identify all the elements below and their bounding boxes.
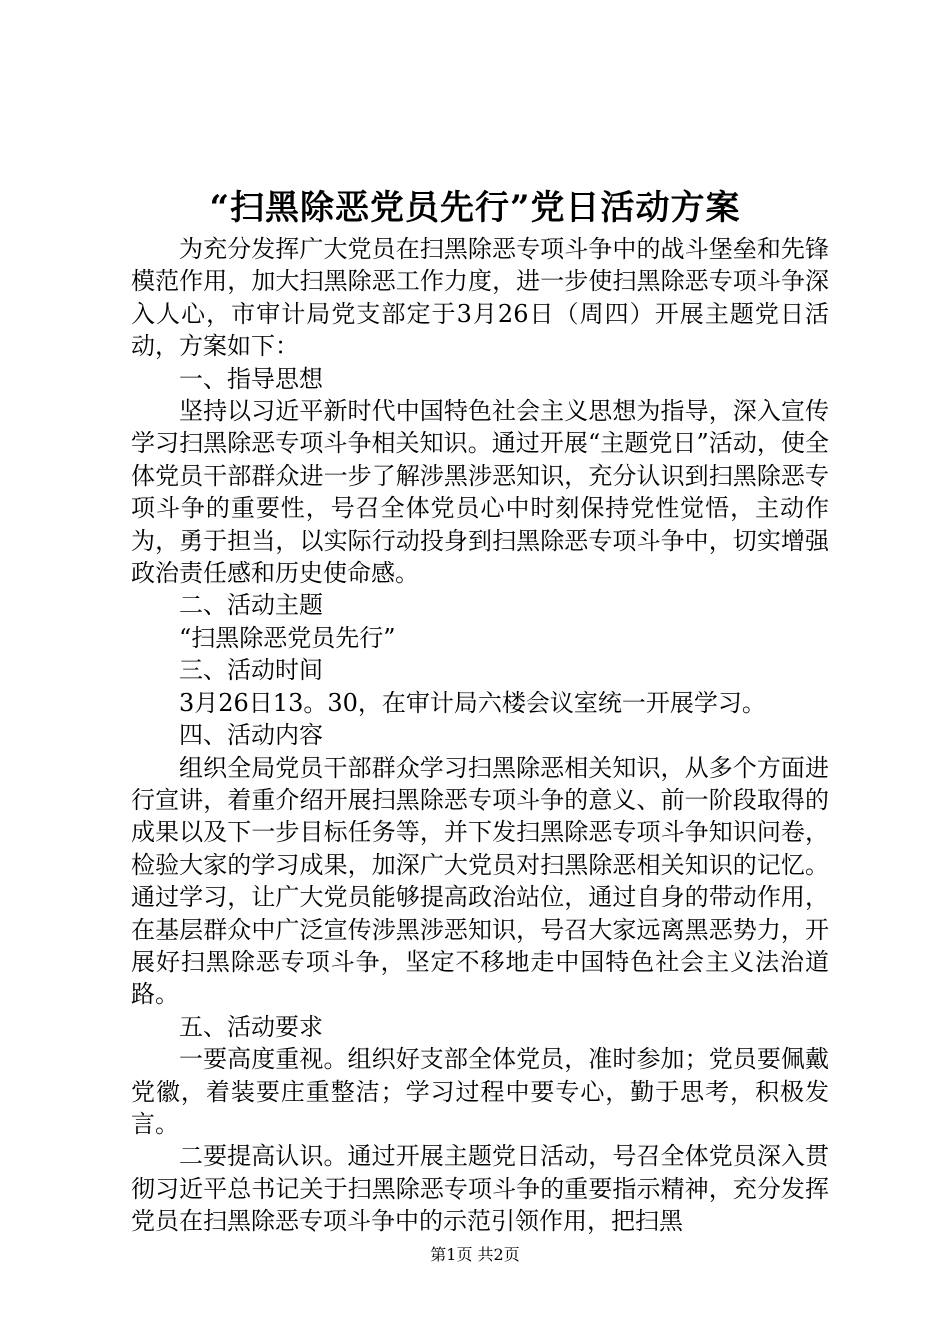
body-paragraph: 3月26日13。30，在审计局六楼会议室统一开展学习。 [179, 688, 766, 717]
section-heading: 二、活动主题 [179, 591, 323, 620]
section-heading: 四、活动内容 [179, 721, 323, 750]
body-paragraph: “扫黑除恶党员先行” [179, 623, 396, 652]
intro-paragraph: 为充分发挥广大党员在扫黑除恶专项斗争中的战斗堡垒和先锋模范作用，加大扫黑除恶工作力度，进一步使扫黑除恶专项斗争深入人心，市审计局党支部定于3月26日（周四）开展主题党日活动，方案如下： [131, 235, 829, 361]
body-paragraph: 组织全局党员干部群众学习扫黑除恶相关知识，从多个方面进行宣讲，着重介绍开展扫黑除恶专项斗争的意义、前一阶段取得的成果以及下一步目标任务等，并下发扫黑除恶专项斗争知识问卷，检验大家的学习成果，加深广大党员对扫黑除恶相关知识的记忆。通过学习，让广大党员能够提高政治站位，通过自身的带动作用，在基层群众中广泛宣传涉黑涉恶知识，号召大家远离黑恶势力，开展好扫黑除恶专项斗争，坚定不移地走中国特色社会主义法治道路。 [131, 753, 829, 1009]
section-heading: 三、活动时间 [179, 656, 323, 685]
section-heading: 一、指导思想 [179, 364, 323, 393]
document-title: “扫黑除恶党员先行”党日活动方案 [209, 188, 741, 228]
body-paragraph: 坚持以习近平新时代中国特色社会主义思想为指导，深入宣传学习扫黑除恶专项斗争相关知识。通过开展“主题党日”活动，使全体党员干部群众进一步了解涉黑涉恶知识，充分认识到扫黑除恶专项斗争的重要性，号召全体党员心中时刻保持党性觉悟，主动作为，勇于担当，以实际行动投身到扫黑除恶专项斗争中，切实增强政治责任感和历史使命感。 [131, 397, 829, 588]
body-paragraph: 二要提高认识。通过开展主题党日活动，号召全体党员深入贯彻习近平总书记关于扫黑除恶专项斗争的重要指示精神，充分发挥党员在扫黑除恶专项斗争中的示范引领作用，把扫黑 [131, 1142, 829, 1236]
body-paragraph: 一要高度重视。组织好支部全体党员，准时参加；党员要佩戴党徽，着装要庄重整洁；学习过程中要专心，勤于思考，积极发言。 [131, 1045, 829, 1138]
section-heading: 五、活动要求 [179, 1012, 323, 1041]
page-number: 第1页 共2页 [430, 1245, 520, 1264]
document-body [131, 233, 829, 1238]
